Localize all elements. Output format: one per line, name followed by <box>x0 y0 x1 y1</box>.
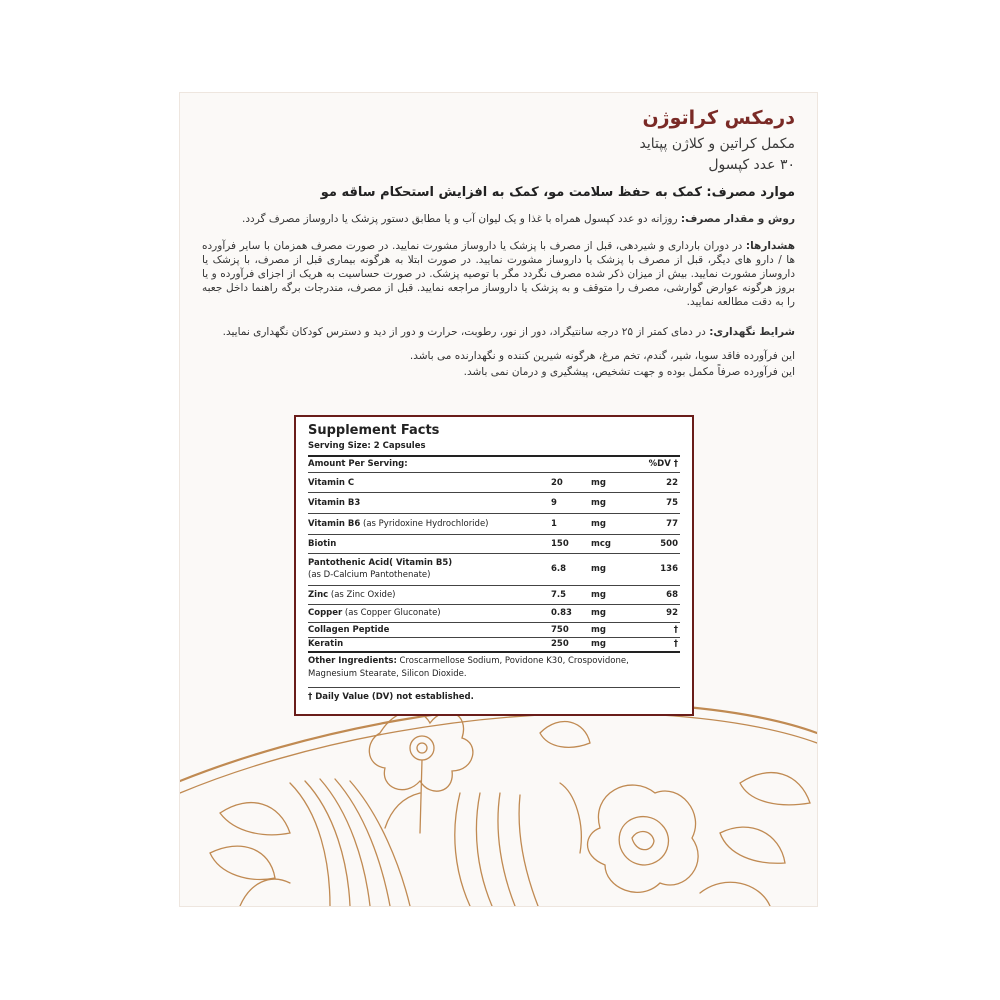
nutrient-unit: mg <box>591 625 606 635</box>
storage-body: در دمای کمتر از ۲۵ درجه سانتیگراد، دور از نور، رطوبت، حرارت و دور از دید و دسترس کودکان نگهداری نمایید. <box>222 326 710 338</box>
nutrient-dv: 22 <box>666 478 678 488</box>
nutrient-unit: mg <box>591 519 606 529</box>
dosage-text <box>202 212 795 226</box>
divider <box>308 455 680 457</box>
divider <box>308 513 680 514</box>
nutrient-amount: 750 <box>551 625 569 635</box>
product-title: درمکس کراتوژن <box>642 107 795 129</box>
nutrient-amount: 7.5 <box>551 590 567 600</box>
nutrient-name: Vitamin B3 <box>308 498 361 508</box>
amount-header: Amount Per Serving: <box>308 459 408 469</box>
divider <box>308 492 680 493</box>
nutrient-dv: † <box>673 639 678 649</box>
nutrient-unit: mg <box>591 478 606 488</box>
nutrient-source: (as Copper Gluconate) <box>342 608 441 618</box>
other-ingredients-text: Croscarmellose Sodium, Povidone K30, Crospovidone, Magnesium Stearate, Silicon Dioxide. <box>308 656 629 679</box>
divider <box>308 622 680 623</box>
divider <box>308 585 680 586</box>
other-ingredients-label: Other Ingredients: <box>308 656 397 666</box>
nutrient-amount: 250 <box>551 639 569 649</box>
nutrient-name: Keratin <box>308 639 344 649</box>
usage-text: موارد مصرف: کمک به حفظ سلامت مو، کمک به افزایش استحکام ساقه مو <box>320 185 795 200</box>
nutrient-amount: 0.83 <box>551 608 572 618</box>
nutrient-amount: 150 <box>551 539 569 549</box>
product-box-panel <box>180 93 817 906</box>
divider <box>308 553 680 554</box>
nutrient-name: Collagen Peptide <box>308 625 390 635</box>
nutrient-name-main: Copper <box>308 608 343 618</box>
dosage-body: روزانه دو عدد کپسول همراه با غذا و یک لیوان آب و یا مطابق دستور پزشک یا داروساز مصرف گردد. <box>242 213 681 225</box>
divider <box>308 534 680 535</box>
disclaimer-note: این فرآورده صرفاً مکمل بوده و جهت تشخیص، پیشگیری و درمان نمی باشد. <box>463 366 795 378</box>
nutrient-dv: 77 <box>666 519 678 529</box>
nutrient-amount: 20 <box>551 478 563 488</box>
nutrient-dv: † <box>673 625 678 635</box>
nutrient-source: (as Pyridoxine Hydrochloride) <box>360 519 489 529</box>
nutrient-name-main: Vitamin B6 <box>308 519 361 529</box>
storage-label: شرایط نگهداری: <box>709 326 795 338</box>
nutrient-amount: 6.8 <box>551 564 567 574</box>
nutrient-unit: mg <box>591 590 606 600</box>
divider <box>308 604 680 605</box>
warnings-label: هشدارها: <box>745 240 795 252</box>
nutrient-name <box>308 590 396 600</box>
nutrient-unit: mg <box>591 639 606 649</box>
divider <box>308 687 680 688</box>
other-ingredients <box>308 655 680 681</box>
divider <box>308 472 680 473</box>
nutrient-name <box>308 519 489 529</box>
nutrient-source: (as Zinc Oxide) <box>328 590 396 600</box>
divider <box>308 651 680 653</box>
dv-header: %DV † <box>648 459 678 469</box>
nutrient-name: Vitamin C <box>308 478 355 488</box>
warnings-text <box>202 239 795 309</box>
capsule-count: ۳۰ عدد کپسول <box>708 157 795 173</box>
divider <box>308 637 680 638</box>
nutrient-amount: 9 <box>551 498 557 508</box>
nutrient-dv: 75 <box>666 498 678 508</box>
product-subtitle: مکمل کراتین و کلاژن پپتاید <box>639 136 795 152</box>
nutrient-unit: mg <box>591 498 606 508</box>
dv-footnote: † Daily Value (DV) not established. <box>308 692 474 702</box>
nutrient-name <box>308 608 441 618</box>
nutrient-dv: 68 <box>666 590 678 600</box>
serving-size: Serving Size: 2 Capsules <box>308 441 426 451</box>
nutrient-dv: 500 <box>660 539 678 549</box>
nutrient-amount: 1 <box>551 519 557 529</box>
warnings-body: در دوران بارداری و شیردهی، قبل از مصرف با پزشک یا داروساز مشورت نمایید. در صورت مصرف همزمان با سایر فرآورده ها / دارو های دیگر، قبل از مصرف با پزشک یا داروساز مشورت نمایید. در صورت ابتلا به هرگونه بیماری قبل از مصرف، با پزشک یا داروساز مشورت نمایید. بیش از میزان ذکر شده مصرف نگردد مگر با توصیه پزشک. در صورت حساسیت به هریک از اجزای فرآورده و یا بروز هرگونه عوارض گوارشی، مصرف را متوقف و به پزشک یا داروساز مراجعه نمایید. قبل از مصرف، مندرجات برگه راهنما داخل جعبه را به دقت مطالعه نمایید. <box>202 240 795 308</box>
nutrient-unit: mcg <box>591 539 611 549</box>
dosage-label: روش و مقدار مصرف: <box>680 213 795 225</box>
nutrient-name-main: Zinc <box>308 590 329 600</box>
nutrient-unit: mg <box>591 564 606 574</box>
nutrient-unit: mg <box>591 608 606 618</box>
storage-text <box>202 325 795 339</box>
supplement-facts-panel <box>294 415 694 716</box>
nutrient-name: Pantothenic Acid( Vitamin B5) <box>308 558 453 568</box>
nutrient-name: Biotin <box>308 539 337 549</box>
nutrient-source: (as D-Calcium Pantothenate) <box>308 570 431 580</box>
nutrient-dv: 92 <box>666 608 678 618</box>
nutrient-row <box>308 558 680 588</box>
nutrient-dv: 136 <box>660 564 678 574</box>
allergen-note: این فرآورده فاقد سویا، شیر، گندم، تخم مرغ، هرگونه شیرین کننده و نگهدارنده می باشد. <box>409 350 795 362</box>
facts-title: Supplement Facts <box>308 423 440 438</box>
